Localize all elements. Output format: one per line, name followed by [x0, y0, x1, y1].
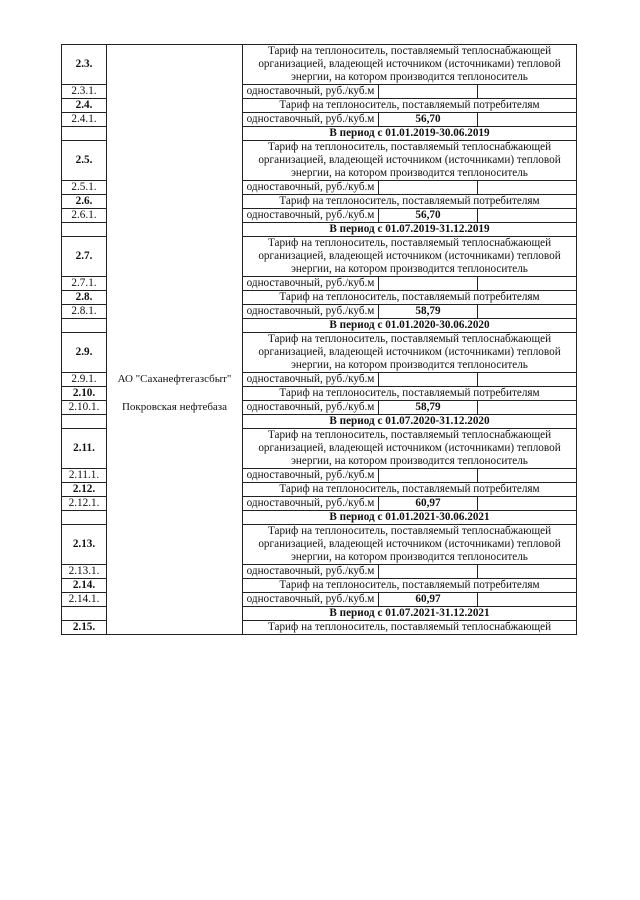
row-number-cell: 2.5.	[62, 141, 107, 181]
value-cell-empty	[478, 277, 577, 291]
organization-cell	[107, 141, 243, 181]
table-row	[62, 565, 577, 579]
value-cell: 60,97	[379, 593, 478, 607]
value-cell: 56,70	[379, 113, 478, 127]
unit-cell: одноставочный, руб./куб.м	[243, 181, 379, 195]
row-number-cell: 2.9.1.	[62, 373, 107, 387]
value-cell-empty	[478, 373, 577, 387]
table-row	[62, 483, 577, 497]
table-row	[62, 209, 577, 223]
table-row	[62, 401, 577, 415]
tariff-description: Тариф на теплоноситель, поставляемый теплоснабжающей организацией, владеющей источником (источниками) тепловой энергии, на котором производится теплоноситель	[243, 141, 577, 181]
unit-cell: одноставочный, руб./куб.м	[243, 113, 379, 127]
table-row	[62, 511, 577, 525]
tariff-description: Тариф на теплоноситель, поставляемый потребителям	[243, 99, 577, 113]
organization-cell	[107, 497, 243, 511]
row-number-cell	[62, 415, 107, 429]
organization-cell	[107, 511, 243, 525]
row-number-cell: 2.4.1.	[62, 113, 107, 127]
organization-cell	[107, 415, 243, 429]
table-row	[62, 45, 577, 85]
tariff-description: Тариф на теплоноситель, поставляемый потребителям	[243, 291, 577, 305]
organization-cell	[107, 593, 243, 607]
tariff-description: Тариф на теплоноситель, поставляемый теплоснабжающей организацией, владеющей источником (источниками) тепловой энергии, на котором производится теплоноситель	[243, 333, 577, 373]
row-number-cell	[62, 319, 107, 333]
organization-cell	[107, 127, 243, 141]
value-cell: 58,79	[379, 305, 478, 319]
unit-cell: одноставочный, руб./куб.м	[243, 401, 379, 415]
row-number-cell: 2.7.	[62, 237, 107, 277]
table-row	[62, 291, 577, 305]
organization-cell	[107, 429, 243, 469]
table-row	[62, 579, 577, 593]
value-cell-empty	[478, 401, 577, 415]
row-number-cell: 2.14.	[62, 579, 107, 593]
row-number-cell: 2.10.1.	[62, 401, 107, 415]
table-row	[62, 223, 577, 237]
value-cell-empty	[478, 85, 577, 99]
organization-cell	[107, 373, 243, 387]
value-cell-empty	[478, 469, 577, 483]
period-header: В период с 01.01.2020-30.06.2020	[243, 319, 577, 333]
table-row	[62, 497, 577, 511]
organization-cell	[107, 195, 243, 209]
tariff-description: Тариф на теплоноситель, поставляемый потребителям	[243, 387, 577, 401]
organization-cell	[107, 483, 243, 497]
table-row	[62, 127, 577, 141]
organization-branch: Покровская нефтебаза	[121, 401, 228, 413]
value-cell: 56,70	[379, 209, 478, 223]
organization-cell	[107, 237, 243, 277]
organization-cell	[107, 113, 243, 127]
table-row	[62, 387, 577, 401]
organization-cell	[107, 305, 243, 319]
row-number-cell: 2.13.1.	[62, 565, 107, 579]
period-header: В период с 01.07.2019-31.12.2019	[243, 223, 577, 237]
row-number-cell: 2.7.1.	[62, 277, 107, 291]
tariff-description: Тариф на теплоноситель, поставляемый теплоснабжающей организацией, владеющей источником (источниками) тепловой энергии, на котором производится теплоноситель	[243, 237, 577, 277]
table-row	[62, 621, 577, 635]
period-header: В период с 01.01.2019-30.06.2019	[243, 127, 577, 141]
row-number-cell: 2.5.1.	[62, 181, 107, 195]
tariff-description: Тариф на теплоноситель, поставляемый потребителям	[243, 579, 577, 593]
table-row	[62, 333, 577, 373]
organization-cell	[107, 621, 243, 635]
tariff-description: Тариф на теплоноситель, поставляемый теплоснабжающей организацией, владеющей источником (источниками) тепловой энергии, на котором производится теплоноситель	[243, 525, 577, 565]
row-number-cell: 2.10.	[62, 387, 107, 401]
table-row	[62, 469, 577, 483]
row-number-cell: 2.12.1.	[62, 497, 107, 511]
row-number-cell	[62, 223, 107, 237]
table-row	[62, 113, 577, 127]
organization-cell	[107, 607, 243, 621]
tariff-description: Тариф на теплоноситель, поставляемый потребителям	[243, 195, 577, 209]
row-number-cell: 2.13.	[62, 525, 107, 565]
row-number-cell: 2.9.	[62, 333, 107, 373]
row-number-cell: 2.12.	[62, 483, 107, 497]
organization-cell	[107, 565, 243, 579]
value-cell-empty	[478, 593, 577, 607]
value-cell	[379, 277, 478, 291]
row-number-cell: 2.11.1.	[62, 469, 107, 483]
row-number-cell: 2.6.1.	[62, 209, 107, 223]
table-row	[62, 415, 577, 429]
unit-cell: одноставочный, руб./куб.м	[243, 593, 379, 607]
organization-cell	[107, 401, 243, 415]
value-cell: 58,79	[379, 401, 478, 415]
row-number-cell: 2.14.1.	[62, 593, 107, 607]
organization-cell	[107, 223, 243, 237]
table-row	[62, 141, 577, 181]
unit-cell: одноставочный, руб./куб.м	[243, 305, 379, 319]
organization-cell	[107, 319, 243, 333]
organization-cell	[107, 181, 243, 195]
period-header: В период с 01.01.2021-30.06.2021	[243, 511, 577, 525]
row-number-cell: 2.11.	[62, 429, 107, 469]
organization-cell	[107, 291, 243, 305]
value-cell: 60,97	[379, 497, 478, 511]
organization-cell	[107, 209, 243, 223]
value-cell-empty	[478, 565, 577, 579]
unit-cell: одноставочный, руб./куб.м	[243, 497, 379, 511]
tariff-description: Тариф на теплоноситель, поставляемый теплоснабжающей	[243, 621, 577, 635]
tariff-description: Тариф на теплоноситель, поставляемый теплоснабжающей организацией, владеющей источником (источниками) тепловой энергии, на котором производится теплоноситель	[243, 45, 577, 85]
value-cell-empty	[478, 181, 577, 195]
organization-cell	[107, 525, 243, 565]
value-cell	[379, 85, 478, 99]
value-cell	[379, 181, 478, 195]
period-header: В период с 01.07.2021-31.12.2021	[243, 607, 577, 621]
organization-cell	[107, 85, 243, 99]
value-cell-empty	[478, 497, 577, 511]
table-row	[62, 373, 577, 387]
table-row	[62, 319, 577, 333]
table-row	[62, 429, 577, 469]
organization-cell	[107, 99, 243, 113]
unit-cell: одноставочный, руб./куб.м	[243, 469, 379, 483]
row-number-cell	[62, 511, 107, 525]
unit-cell: одноставочный, руб./куб.м	[243, 85, 379, 99]
table-row	[62, 525, 577, 565]
table-row	[62, 305, 577, 319]
organization-name: АО "Саханефтегазсбыт"	[117, 373, 232, 385]
organization-cell	[107, 469, 243, 483]
organization-cell	[107, 579, 243, 593]
row-number-cell: 2.3.1.	[62, 85, 107, 99]
row-number-cell: 2.6.	[62, 195, 107, 209]
organization-cell	[107, 45, 243, 85]
table-row	[62, 195, 577, 209]
tariff-description: Тариф на теплоноситель, поставляемый потребителям	[243, 483, 577, 497]
value-cell	[379, 469, 478, 483]
unit-cell: одноставочный, руб./куб.м	[243, 373, 379, 387]
unit-cell: одноставочный, руб./куб.м	[243, 565, 379, 579]
row-number-cell: 2.3.	[62, 45, 107, 85]
period-header: В период с 01.07.2020-31.12.2020	[243, 415, 577, 429]
value-cell-empty	[478, 113, 577, 127]
table-row	[62, 85, 577, 99]
row-number-cell: 2.4.	[62, 99, 107, 113]
organization-cell	[107, 277, 243, 291]
table-row	[62, 277, 577, 291]
organization-cell	[107, 387, 243, 401]
row-number-cell: 2.8.	[62, 291, 107, 305]
tariff-table-body	[62, 45, 577, 635]
table-row	[62, 607, 577, 621]
row-number-cell	[62, 127, 107, 141]
tariff-description: Тариф на теплоноситель, поставляемый теплоснабжающей организацией, владеющей источником (источниками) тепловой энергии, на котором производится теплоноситель	[243, 429, 577, 469]
unit-cell: одноставочный, руб./куб.м	[243, 277, 379, 291]
table-row	[62, 237, 577, 277]
value-cell-empty	[478, 305, 577, 319]
row-number-cell	[62, 607, 107, 621]
value-cell	[379, 373, 478, 387]
table-row	[62, 593, 577, 607]
value-cell-empty	[478, 209, 577, 223]
row-number-cell: 2.8.1.	[62, 305, 107, 319]
value-cell	[379, 565, 478, 579]
unit-cell: одноставочный, руб./куб.м	[243, 209, 379, 223]
tariff-table	[61, 44, 577, 635]
table-row	[62, 181, 577, 195]
organization-cell	[107, 333, 243, 373]
table-row	[62, 99, 577, 113]
row-number-cell: 2.15.	[62, 621, 107, 635]
